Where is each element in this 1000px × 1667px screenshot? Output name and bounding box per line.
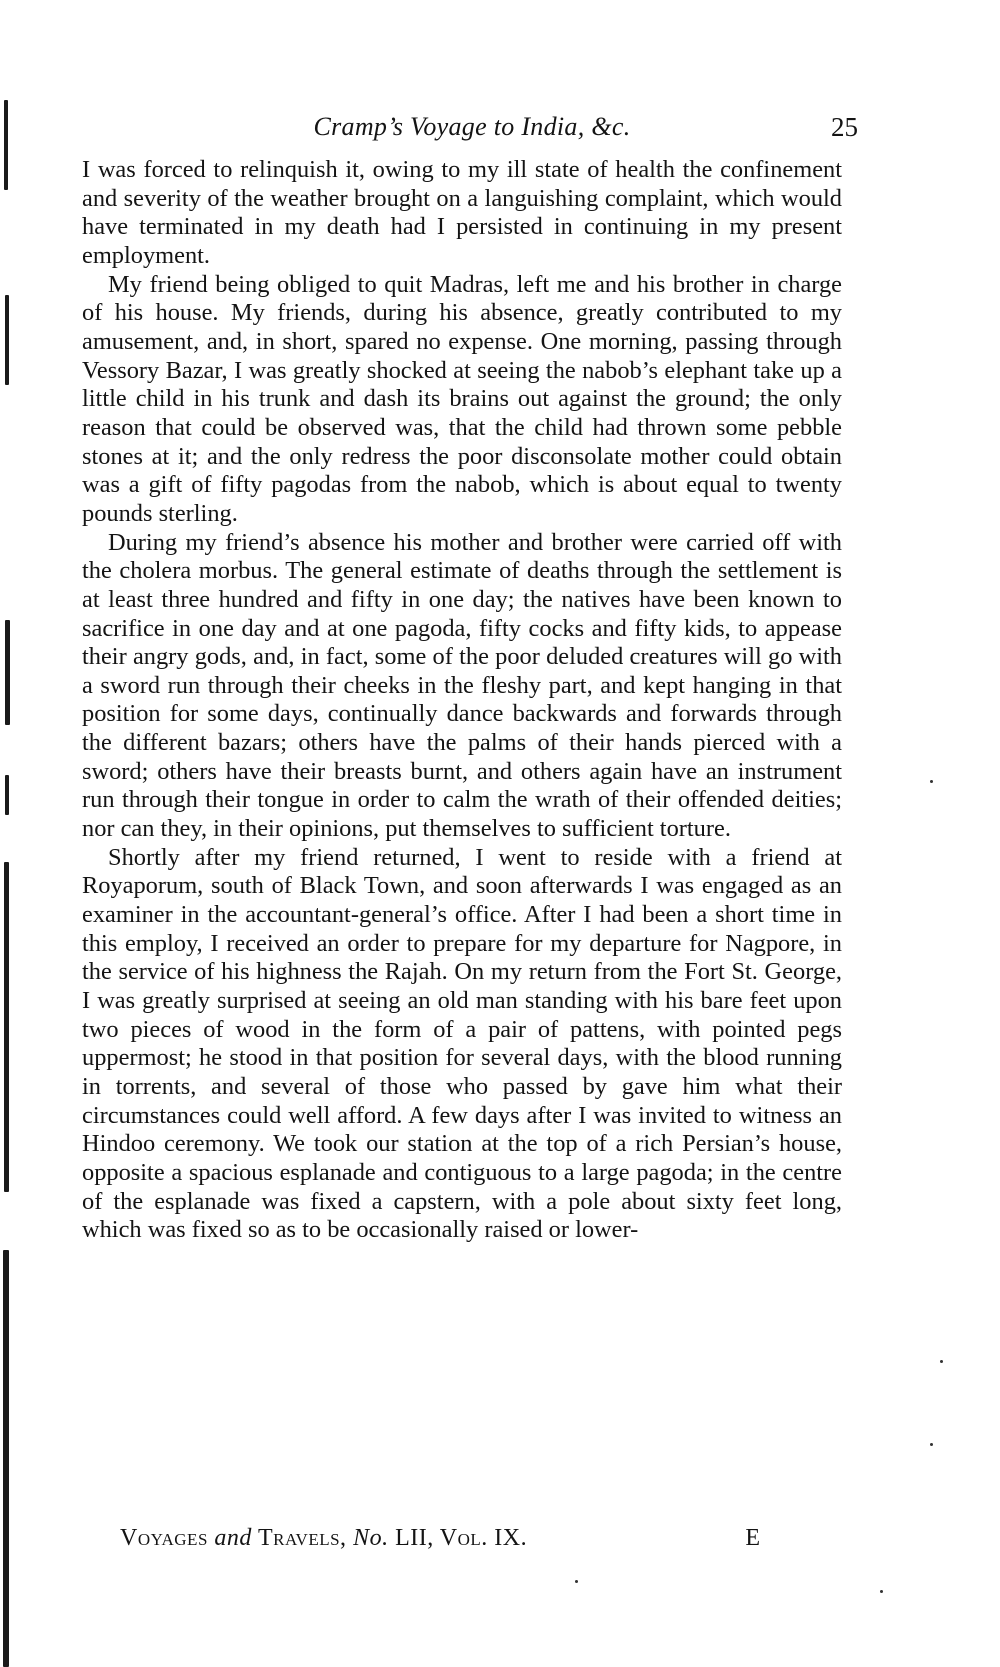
signature-italic: and — [214, 1525, 252, 1551]
signature-text: Travels, — [251, 1525, 354, 1551]
scan-speck — [880, 1590, 883, 1593]
scan-edge-mark — [5, 295, 9, 385]
signature-italic: No. — [353, 1525, 389, 1551]
scan-edge-mark — [3, 1250, 9, 1667]
scan-speck — [930, 780, 933, 783]
scan-edge-mark — [4, 862, 9, 1192]
gathering-mark: E — [745, 1525, 760, 1551]
paragraph: Shortly after my friend returned, I went to reside with a friend at Royaporum, south of Black Town, and soon afterwards I was engaged as an examiner in the accountant-general’s office. After I had been a short time in this employ, I received an order to prepare for my departure for Nagpore, in the service of his highness the Rajah. On my return from the Fort St. George, I was greatly surprised at seeing an old man standing with his bare feet upon two pieces of wood in the form of a pair of pattens, with pointed pegs uppermost; he stood in that position for several days, with the blood running in torrents, and several of those who passed by gave him what their circumstances could well afford. A few days after I was invited to witness an Hindoo ceremony. We took our station at the top of a rich Persian’s house, opposite a spacious esplanade and contiguous to a large pagoda; in the centre of the esplanade was fixed a capstern, with a pole about sixty feet long, which was fixed so as to be occasionally raised or lower- — [82, 843, 842, 1244]
signature-text: LII, Vol. IX. — [388, 1525, 528, 1551]
scan-edge-mark — [5, 620, 10, 725]
paragraph: During my friend’s absence his mother and brother were carried off with the cholera morbus. The general estimate of deaths through the settlement is at least three hundred and fifty in one day; the natives have been known to sacrifice in one day and at one pagoda, fifty cocks and fifty kids, to appease their angry gods, and, in fact, some of the poor deluded creatures will go with a sword run through their cheeks in the fleshy part, and kept hanging in that position for some days, continually dance backwards and forwards through the different bazars; others have the palms of their hands pierced with a sword; others have their breasts burnt, and others again have an instrument run through their tongue in order to calm the wrath of their offended deities; nor can they, in their opinions, put themselves to sufficient torture. — [82, 528, 842, 843]
paragraph: My friend being obliged to quit Madras, left me and his brother in charge of his house. My friends, during his absence, greatly contributed to my amusement, and, in short, spared no expense. One morning, passing through Vessory Bazar, I was greatly shocked at seeing the nabob’s elephant take up a little child in his trunk and dash its brains out against the ground; the only reason that could be observed was, that the child had thrown some pebble stones at it; and the only redress the poor disconsolate mother could obtain was a gift of fifty pagodas from the nabob, which is about equal to twenty pounds sterling. — [82, 270, 842, 527]
signature-text: Voyages — [120, 1525, 215, 1551]
scan-edge-mark — [5, 775, 9, 815]
scan-speck — [930, 1443, 933, 1446]
scan-speck — [940, 1360, 943, 1363]
signature-line — [120, 1525, 527, 1552]
scan-edge-mark — [4, 100, 8, 190]
page-header — [86, 112, 858, 150]
body-text — [82, 156, 842, 1245]
running-title: Cramp’s Voyage to India, &c. — [313, 112, 631, 141]
paragraph: I was forced to relinquish it, owing to my ill state of health the confinement and severity of the weather brought on a languishing complaint, which would have terminated in my death had I persisted in continuing in my present employment. — [82, 156, 842, 269]
page-footer — [120, 1525, 760, 1557]
page-number: 25 — [831, 112, 858, 142]
scan-speck — [575, 1580, 578, 1583]
